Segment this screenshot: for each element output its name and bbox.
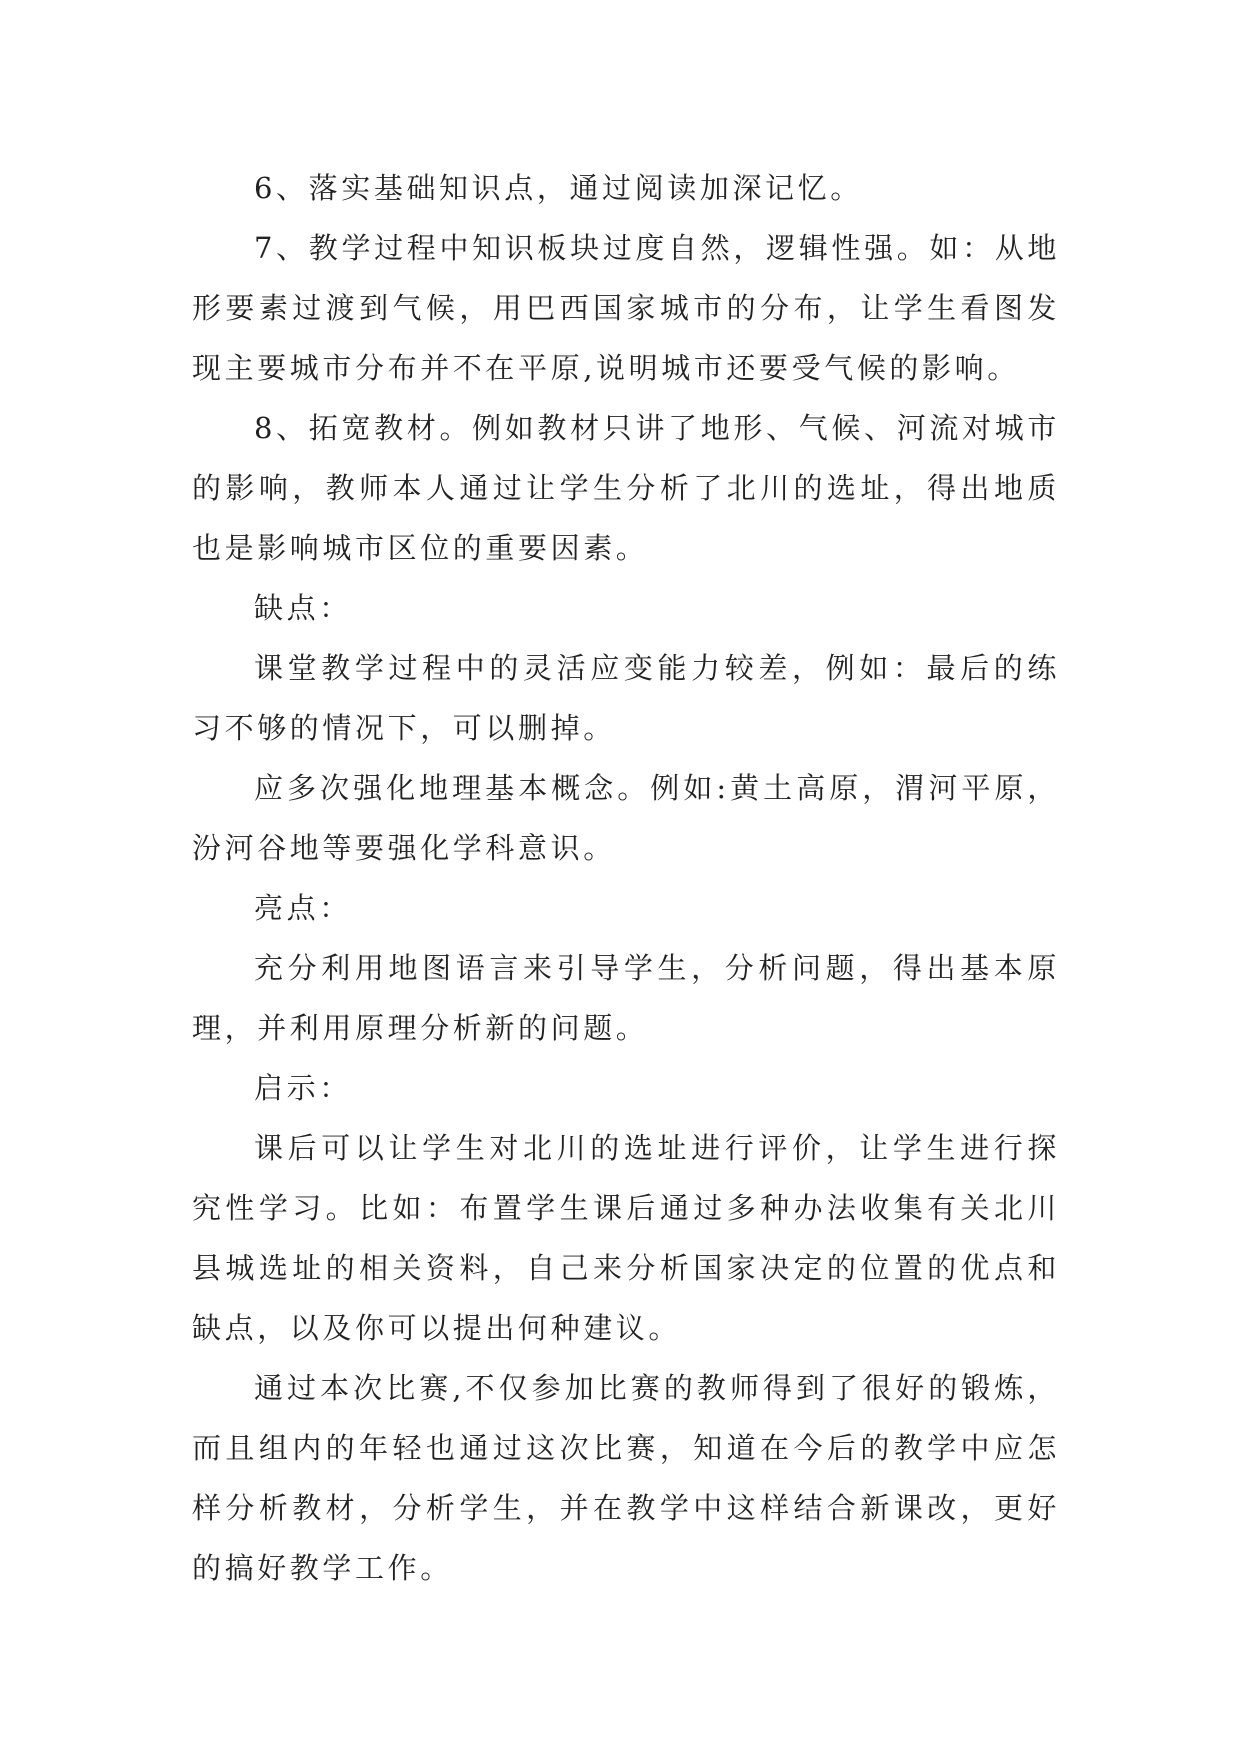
paragraph-point-8: 8、拓宽教材。例如教材只讲了地形、气候、河流对城市的影响，教师本人通过让学生分析了北川的选址，得出地质也是影响城市区位的重要因素。 <box>192 411 1060 565</box>
paragraph-highlight: 充分利用地图语言来引导学生，分析问题，得出基本原理，并利用原理分析新的问题。 <box>192 951 1060 1045</box>
heading-shortcomings: 缺点： <box>254 591 352 625</box>
paragraph-insight: 课后可以让学生对北川的选址进行评价，让学生进行探究性学习。比如：布置学生课后通过多种办法收集有关北川县城选址的相关资料，自己来分析国家决定的位置的优点和缺点，以及你可以提出何种建议。 <box>192 1131 1060 1345</box>
document-body <box>192 158 1060 1598</box>
heading-insights: 启示： <box>254 1071 352 1105</box>
paragraph-shortcoming-2: 应多次强化地理基本概念。例如:黄土高原，渭河平原，汾河谷地等要强化学科意识。 <box>192 771 1060 865</box>
paragraph-point-6: 6、落实基础知识点，通过阅读加深记忆。 <box>254 171 863 205</box>
paragraph-shortcoming-1: 课堂教学过程中的灵活应变能力较差，例如：最后的练习不够的情况下，可以删掉。 <box>192 651 1060 745</box>
heading-highlights: 亮点： <box>254 891 352 925</box>
paragraph-point-7: 7、教学过程中知识板块过度自然，逻辑性强。如：从地形要素过渡到气候，用巴西国家城市的分布，让学生看图发现主要城市分布并不在平原,说明城市还要受气候的影响。 <box>192 231 1060 385</box>
paragraph-conclusion: 通过本次比赛,不仅参加比赛的教师得到了很好的锻炼，而且组内的年轻也通过这次比赛，知道在今后的教学中应怎样分析教材，分析学生，并在教学中这样结合新课改，更好的搞好教学工作。 <box>192 1371 1060 1585</box>
